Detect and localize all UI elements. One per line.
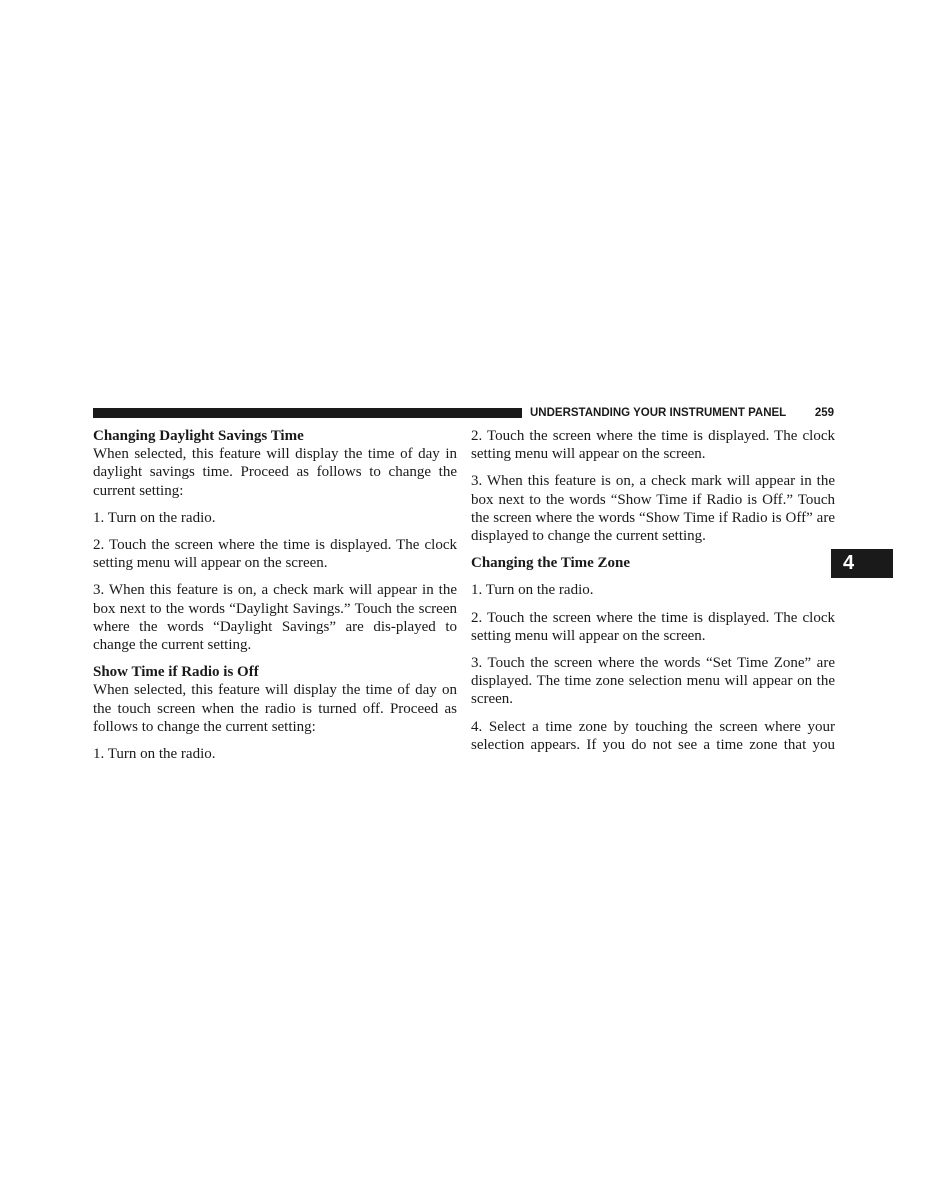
time-zone-step-3: 3. Touch the screen where the words “Set Time Zone” are displayed. The time zone selection menu will appear on the screen. [471, 655, 835, 708]
header-rule [93, 408, 522, 418]
right-column [471, 427, 835, 763]
time-zone-step-2: 2. Touch the screen where the time is displayed. The clock setting menu will appear on the screen. [471, 609, 835, 644]
show-time-step-3: 3. When this feature is on, a check mark will appear in the box next to the words “Show Time if Radio is Off.” Touch the screen where the words “Show Time if Radio is Off” are displayed to change the current setting. [471, 473, 835, 545]
time-zone-step-1: 1. Turn on the radio. [471, 582, 594, 599]
page-number: 259 [814, 407, 834, 419]
daylight-heading: Changing Daylight Savings Time [93, 428, 304, 444]
daylight-step-2: 2. Touch the screen where the time is displayed. The clock setting menu will appear on the screen. [93, 537, 457, 572]
left-column [93, 427, 457, 772]
show-time-heading: Show Time if Radio is Off [93, 664, 259, 681]
daylight-step-3: 3. When this feature is on, a check mark will appear in the box next to the words “Daylight Savings.” Touch the screen where the words “Daylight Savings” are dis-played to change the current setting. [93, 582, 457, 654]
show-time-intro: When selected, this feature will display the time of day on the touch screen when the radio is turned off. Proceed as follows to change the current setting: [93, 682, 457, 735]
daylight-intro: When selected, this feature will display the time of day in daylight savings time. Proceed as follows to change the current setting: [93, 446, 457, 499]
daylight-step-1: 1. Turn on the radio. [93, 509, 216, 526]
show-time-step-1: 1. Turn on the radio. [93, 746, 216, 763]
running-header [530, 405, 834, 421]
show-time-step-2: 2. Touch the screen where the time is displayed. The clock setting menu will appear on the screen. [471, 428, 835, 463]
section-title: UNDERSTANDING YOUR INSTRUMENT PANEL [530, 407, 787, 419]
time-zone-step-4: 4. Select a time zone by touching the screen where your selection appears. If you do not see a time zone that you [471, 718, 835, 753]
time-zone-heading: Changing the Time Zone [471, 555, 631, 572]
chapter-tab: 4 [831, 549, 893, 578]
